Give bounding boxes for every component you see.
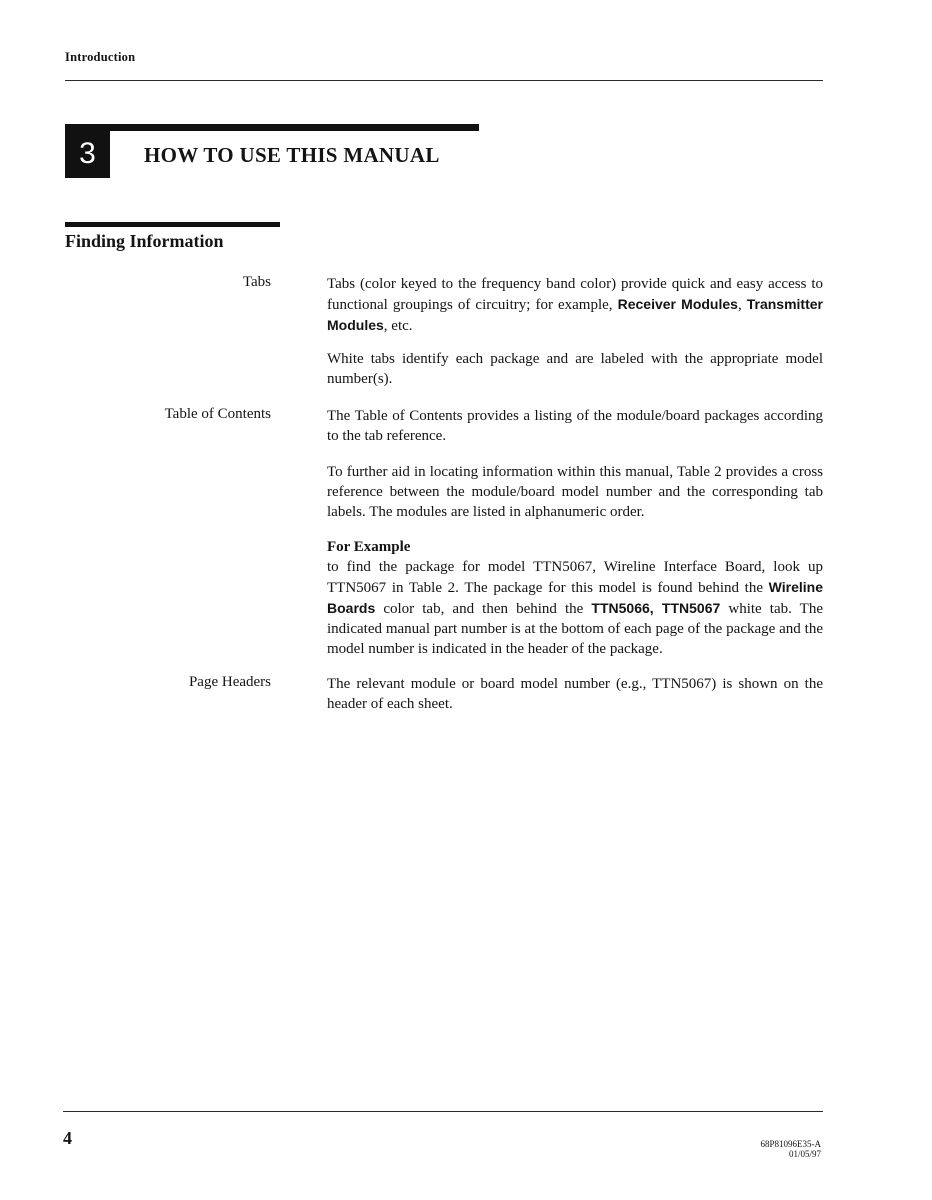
doc-date: 01/05/97	[788, 1149, 821, 1159]
section-bar	[65, 124, 479, 131]
toc-paragraph-1: The Table of Contents provides a listing of the module/board packages according to the tab reference.	[327, 408, 823, 444]
subsection-bar	[65, 222, 280, 227]
section-number: 3	[65, 124, 110, 178]
tabs-paragraph-2: White tabs identify each package and are labeled with the appropriate model number(s).	[327, 351, 823, 387]
example-heading: For Example	[327, 539, 411, 555]
doc-number: 68P81096E35-A	[760, 1139, 821, 1149]
label-table-of-contents: Table of Contents	[164, 406, 271, 422]
page-number: 4	[63, 1128, 72, 1148]
tabs-paragraph-1: Tabs (color keyed to the frequency band color) provide quick and easy access to functional groupings of circuitry; for example, Receiver Modules, Transmitter Modules, etc.	[327, 276, 823, 334]
page-headers-paragraph: The relevant module or board model number (e.g., TTN5067) is shown on the header of each sheet.	[327, 676, 823, 712]
document-meta	[761, 1139, 822, 1159]
subsection-title: Finding Information	[65, 231, 224, 251]
label-page-headers: Page Headers	[188, 674, 271, 690]
example-paragraph: For Example to find the package for model TTN5067, Wireline Interface Board, look up TTN5067 in Table 2. The package for this model is found behind the Wireline Boards color tab, and then behind the TTN5066, TTN5067 white tab. The indicated manual part number is at the bottom of each page of the package and the model number is indicated in the header of the package.	[327, 539, 823, 657]
label-tabs: Tabs	[242, 274, 271, 290]
section-title: HOW TO USE THIS MANUAL	[144, 143, 440, 167]
footer-rule	[63, 1111, 823, 1112]
toc-paragraph-2: To further aid in locating information within this manual, Table 2 provides a cross reference between the module/board model number and the corresponding tab labels. The modules are listed in alphanumeric order.	[327, 464, 823, 520]
running-head: Introduction	[65, 50, 136, 64]
header-rule	[65, 80, 823, 81]
